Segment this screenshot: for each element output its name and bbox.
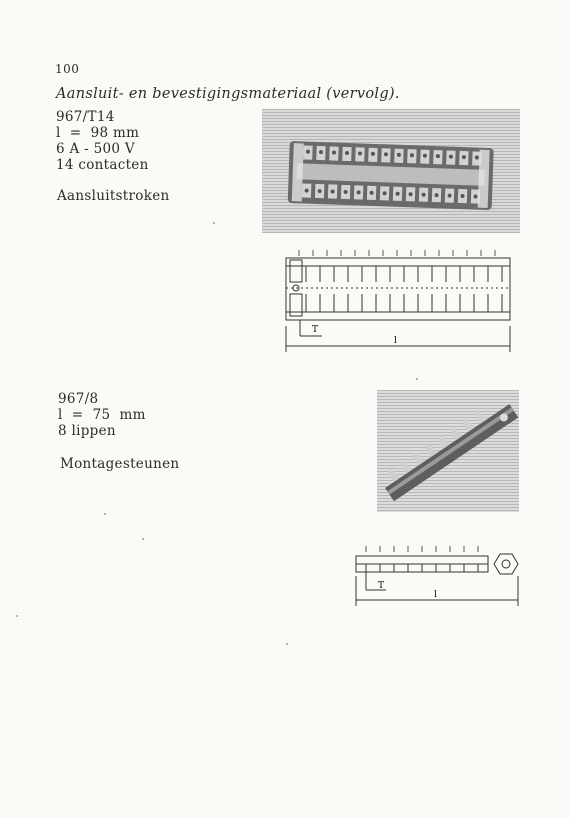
drawing-1-length-label: l	[394, 336, 397, 346]
speck	[16, 615, 18, 617]
item-2-specs	[58, 391, 146, 439]
drawing-2-length-label: l	[434, 590, 437, 600]
item-2-code: 967/8	[58, 391, 99, 407]
speck	[104, 513, 106, 515]
item-1-code: 967/T14	[56, 109, 115, 125]
item-1-caption: Aansluitstroken	[57, 188, 170, 204]
item-2-caption: Montagesteunen	[60, 456, 180, 472]
item-2-spec-lips: 8 lippen	[58, 423, 116, 439]
speck	[213, 222, 215, 224]
terminal-strip-photo	[262, 109, 520, 233]
speck	[416, 378, 418, 380]
speck	[142, 538, 144, 540]
item-1-spec-contacts: 14 contacten	[56, 157, 149, 173]
item-1-spec-rating: 6 A - 500 V	[56, 141, 135, 157]
drawing-1-t-label: T	[312, 325, 319, 335]
item-2-spec-length: l = 75 mm	[58, 407, 146, 423]
item-1-spec-length: l = 98 mm	[56, 125, 140, 141]
item-1-specs	[56, 109, 149, 173]
terminal-strip-drawing	[282, 246, 514, 358]
section-title: Aansluit- en bevestigingsmateriaal (vervolg).	[56, 86, 400, 102]
drawing-2-t-label: T	[378, 581, 385, 591]
mounting-bracket-drawing	[352, 540, 522, 610]
mounting-bracket-photo	[377, 390, 519, 512]
speck	[286, 643, 288, 645]
page-number: 100	[55, 62, 80, 76]
